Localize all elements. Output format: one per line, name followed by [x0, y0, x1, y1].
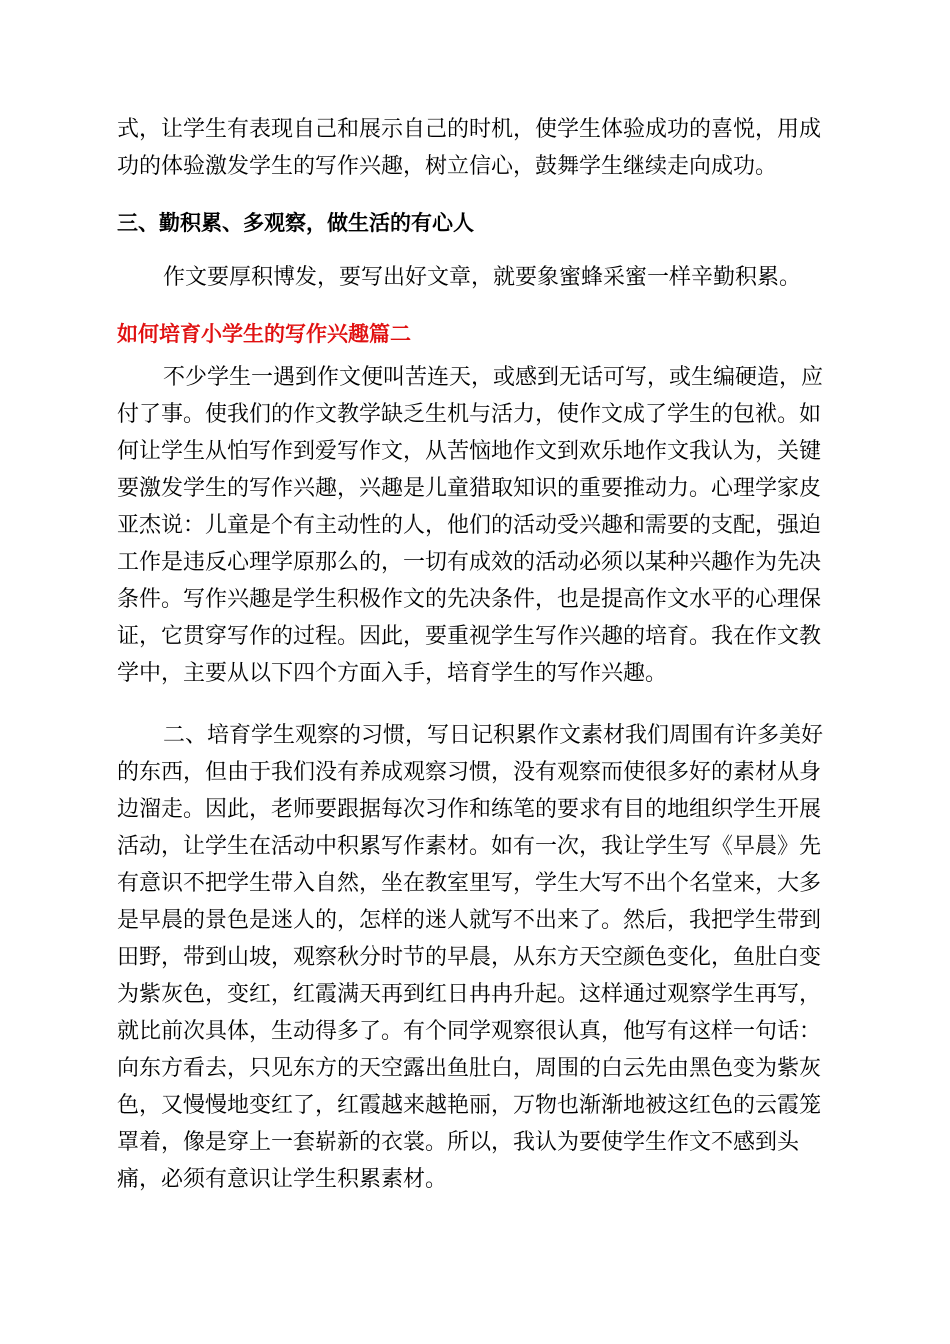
p1-line-6: 工作是违反心理学原那么的，一切有成效的活动必须以某种兴趣作为先决	[117, 550, 822, 575]
p1-line-8: 证，它贯穿写作的过程。因此，要重视学生写作兴趣的培育。我在作文教	[117, 624, 822, 649]
p1-line-9: 学中，主要从以下四个方面入手，培育学生的写作兴趣。	[117, 661, 668, 686]
p1-line-4: 要激发学生的写作兴趣，兴趣是儿童猎取知识的重要推动力。心理学家皮	[117, 476, 822, 501]
p2-line-8: 为紫灰色，变红，红霞满天再到红日冉冉升起。这样通过观察学生再写，	[117, 982, 822, 1007]
p1-line-3: 何让学生从怕写作到爱写作文，从苦恼地作文到欢乐地作文我认为，关键	[117, 439, 822, 464]
intro-line-1: 式，让学生有表现自己和展示自己的时机，使学生体验成功的喜悦，用成	[117, 117, 822, 142]
section-three-heading: 三、勤积累、多观察，做生活的有心人	[117, 211, 474, 235]
p1-line-2: 付了事。使我们的作文教学缺乏生机与活力，使作文成了学生的包袱。如	[117, 402, 822, 427]
p2-line-13: 痛，必须有意识让学生积累素材。	[117, 1167, 448, 1192]
p1-line-7: 条件。写作兴趣是学生积极作文的先决条件，也是提高作文水平的心理保	[117, 587, 822, 612]
p2-line-3: 边溜走。因此，老师要跟据每次习作和练笔的要求有目的地组织学生开展	[117, 797, 822, 822]
p2-line-2: 的东西，但由于我们没有养成观察习惯，没有观察而使很多好的素材从身	[117, 760, 822, 785]
part-two-title: 如何培育小学生的写作兴趣篇二	[117, 322, 411, 346]
p2-line-1: 二、培育学生观察的习惯，写日记积累作文素材我们周围有许多美好	[163, 723, 824, 748]
p2-line-10: 向东方看去，只见东方的天空露出鱼肚白，周围的白云先由黑色变为紫灰	[117, 1056, 822, 1081]
p2-line-12: 罩着，像是穿上一套崭新的衣裳。所以，我认为要使学生作文不感到头	[117, 1130, 800, 1155]
p2-line-9: 就比前次具体，生动得多了。有个同学观察很认真，他写有这样一句话：	[117, 1019, 822, 1044]
p1-line-1: 不少学生一遇到作文便叫苦连天，或感到无话可写，或生编硬造，应	[163, 365, 824, 390]
p2-line-4: 活动，让学生在活动中积累写作素材。如有一次，我让学生写《早晨》先	[117, 834, 822, 859]
p2-line-5: 有意识不把学生带入自然，坐在教室里写，学生大写不出个名堂来，大多	[117, 871, 822, 896]
section-three-line-1: 作文要厚积博发，要写出好文章，就要象蜜蜂采蜜一样辛勤积累。	[163, 265, 802, 290]
p2-line-11: 色，又慢慢地变红了，红霞越来越艳丽，万物也渐渐地被这红色的云霞笼	[117, 1093, 822, 1118]
intro-line-2: 功的体验激发学生的写作兴趣，树立信心，鼓舞学生继续走向成功。	[117, 154, 778, 179]
p1-line-5: 亚杰说：儿童是个有主动性的人，他们的活动受兴趣和需要的支配，强迫	[117, 513, 822, 538]
p2-line-6: 是早晨的景色是迷人的，怎样的迷人就写不出来了。然后，我把学生带到	[117, 908, 822, 933]
p2-line-7: 田野，带到山坡，观察秋分时节的早晨，从东方天空颜色变化，鱼肚白变	[117, 945, 822, 970]
